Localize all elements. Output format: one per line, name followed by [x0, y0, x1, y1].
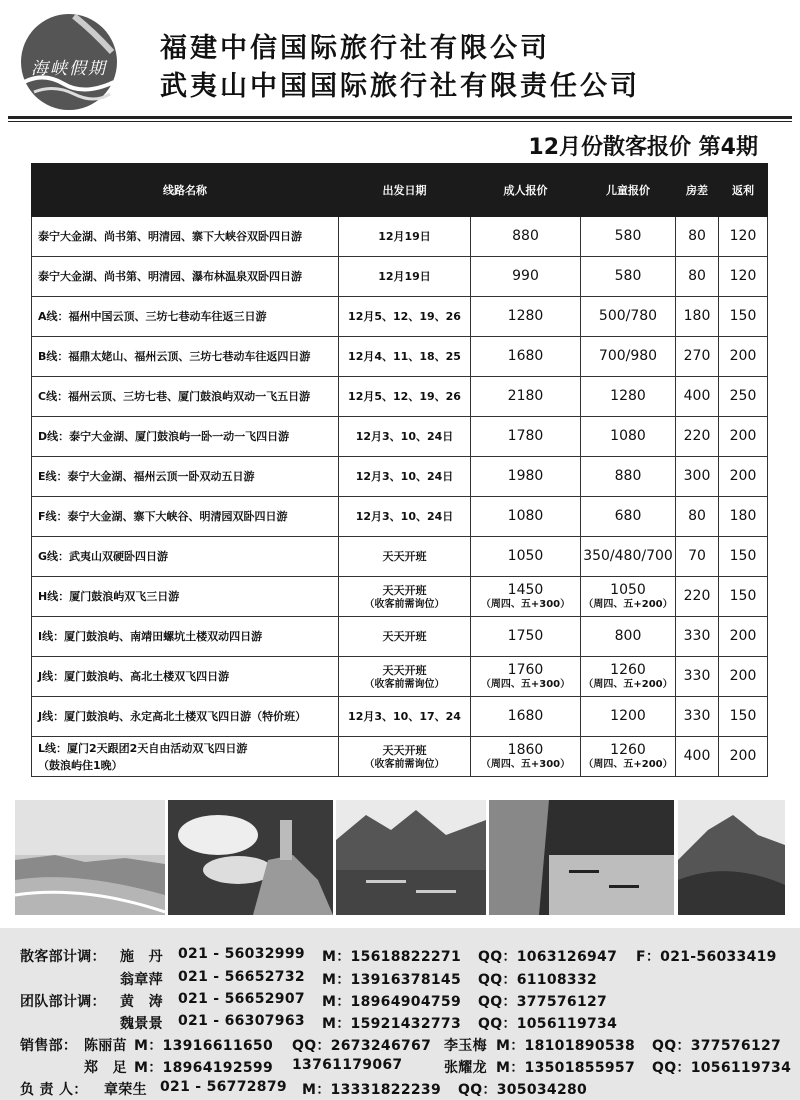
- contact-name: 张耀龙: [444, 1060, 487, 1076]
- departure-date-cell: [339, 657, 471, 697]
- room-diff-cell: [676, 337, 719, 377]
- room-diff-cell-text: 330: [683, 668, 711, 684]
- contact-qq: QQ：1056119734: [478, 1016, 618, 1032]
- mountain-photo: [678, 800, 785, 915]
- contact-name: 魏景景: [120, 1016, 163, 1032]
- rebate-cell: [719, 737, 768, 777]
- route-name-cell-text: （鼓浪屿住1晚）: [38, 758, 123, 772]
- route-name-cell-text: I线：厦门鼓浪屿、南靖田螺坑土楼双动四日游: [38, 630, 263, 643]
- river-rafting-photo: [336, 800, 486, 915]
- contact-label-manager: 负 责 人：: [20, 1082, 88, 1098]
- room-diff-cell: [676, 377, 719, 417]
- rebate-cell: [719, 257, 768, 297]
- route-name-cell: [32, 257, 339, 297]
- contact-name: 陈丽苗: [84, 1038, 127, 1054]
- departure-date-cell: [339, 457, 471, 497]
- route-name-cell: [32, 697, 339, 737]
- departure-date-cell-text: 12月5、12、19、26: [348, 390, 461, 403]
- contact-fax: F：021-56033419: [636, 949, 777, 965]
- rebate-cell-text: 120: [729, 268, 757, 284]
- rock-statue-photo: [168, 800, 333, 915]
- adult-price-cell: [471, 417, 581, 457]
- adult-price-cell: [471, 257, 581, 297]
- child-price-cell: [581, 697, 676, 737]
- child-price-cell: [581, 577, 676, 617]
- room-diff-cell: [676, 217, 719, 257]
- departure-date-cell: [339, 337, 471, 377]
- contact-tel: 021 - 66307963: [178, 1013, 305, 1029]
- rebate-cell: [719, 217, 768, 257]
- adult-price-cell-text: 1780: [507, 428, 544, 444]
- child-price-cell-text: 580: [614, 268, 642, 284]
- child-price-cell: [581, 537, 676, 577]
- departure-date-cell-text: 12月4、11、18、25: [348, 350, 461, 363]
- contact-mobile: M：18101890538: [496, 1038, 635, 1054]
- table-row: [32, 497, 768, 537]
- contact-mobile-extra: 13761179067: [292, 1057, 403, 1073]
- child-price-cell-text: 580: [614, 228, 642, 244]
- route-name-cell-text: J线：厦门鼓浪屿、高北土楼双飞四日游: [38, 670, 230, 683]
- departure-date-cell-text: 12月3、10、24日: [355, 510, 454, 523]
- contact-qq: QQ：305034280: [458, 1082, 588, 1098]
- company-name-fujian: 福建中信国际旅行社有限公司: [160, 33, 550, 64]
- child-price-cell-text: （周四、五+200）: [583, 599, 673, 610]
- adult-price-cell: [471, 737, 581, 777]
- route-name-cell: [32, 377, 339, 417]
- contact-qq: QQ：2673246767: [292, 1038, 432, 1054]
- bamboo-raft-photo: [489, 800, 674, 915]
- room-diff-cell-text: 330: [683, 628, 711, 644]
- departure-date-cell: [339, 737, 471, 777]
- room-diff-cell-text: 330: [683, 708, 711, 724]
- route-name-cell-text: C线：福州云顶、三坊七巷、厦门鼓浪屿双动一飞五日游: [38, 390, 311, 403]
- rebate-cell: [719, 377, 768, 417]
- table-row: [32, 697, 768, 737]
- contact-mobile: M：18964904759: [322, 994, 461, 1010]
- room-diff-cell: [676, 617, 719, 657]
- room-diff-cell-text: 400: [683, 388, 711, 404]
- child-price-cell-text: 680: [614, 508, 642, 524]
- adult-price-cell: [471, 457, 581, 497]
- child-price-cell: [581, 217, 676, 257]
- room-diff-cell-text: 300: [683, 468, 711, 484]
- route-name-cell: [32, 537, 339, 577]
- child-price-cell-text: 1280: [610, 388, 646, 404]
- adult-price-cell: [471, 617, 581, 657]
- departure-date-cell-text: 天天开班: [382, 664, 427, 677]
- room-diff-cell-text: 400: [683, 748, 711, 764]
- rebate-cell-text: 150: [729, 308, 757, 324]
- rebate-cell: [719, 617, 768, 657]
- adult-price-cell: [471, 497, 581, 537]
- adult-price-cell: [471, 297, 581, 337]
- rebate-cell: [719, 697, 768, 737]
- col-date: 出发日期: [339, 164, 471, 217]
- departure-date-cell: [339, 537, 471, 577]
- price-period-title: 12月份散客报价 第4期: [528, 135, 758, 160]
- table-row: [32, 737, 768, 777]
- rebate-cell: [719, 297, 768, 337]
- route-name-cell-text: F线：泰宁大金湖、寨下大峡谷、明清园双卧四日游: [38, 510, 288, 523]
- departure-date-cell: [339, 617, 471, 657]
- route-name-cell-text: L线：厦门2天跟团2天自由活动双飞四日游: [38, 741, 248, 755]
- child-price-cell-text: 800: [614, 628, 642, 644]
- table-row: [32, 297, 768, 337]
- adult-price-cell: [471, 337, 581, 377]
- contact-mobile: M：18964192599: [134, 1060, 273, 1076]
- table-row: [32, 257, 768, 297]
- table-row: [32, 337, 768, 377]
- rebate-cell-text: 200: [729, 348, 757, 364]
- child-price-cell: [581, 657, 676, 697]
- adult-price-cell-text: 990: [512, 268, 539, 284]
- route-name-cell-text: D线：泰宁大金湖、厦门鼓浪屿一卧一动一飞四日游: [38, 430, 290, 443]
- rebate-cell: [719, 497, 768, 537]
- table-row: [32, 657, 768, 697]
- rebate-cell: [719, 657, 768, 697]
- room-diff-cell: [676, 697, 719, 737]
- child-price-cell-text: （周四、五+200）: [583, 759, 673, 770]
- departure-date-cell-text: 天天开班: [382, 744, 427, 757]
- departure-date-cell-text: 12月19日: [378, 230, 431, 243]
- route-name-cell: [32, 217, 339, 257]
- route-name-cell-text: J线：厦门鼓浪屿、永定高北土楼双飞四日游（特价班）: [38, 710, 307, 723]
- departure-date-cell-text: （收客前需询位）: [364, 679, 445, 690]
- room-diff-cell: [676, 577, 719, 617]
- departure-date-cell: [339, 497, 471, 537]
- contact-mobile: M：15921432773: [322, 1016, 461, 1032]
- route-name-cell-text: 泰宁大金湖、尚书第、明清园、瀑布林温泉双卧四日游: [38, 270, 302, 283]
- room-diff-cell: [676, 257, 719, 297]
- adult-price-cell-text: 1080: [507, 508, 544, 524]
- room-diff-cell-text: 270: [683, 348, 711, 364]
- rebate-cell-text: 150: [729, 588, 757, 604]
- contact-name: 郑 足: [84, 1060, 127, 1076]
- rebate-cell-text: 150: [729, 708, 757, 724]
- child-price-cell: [581, 497, 676, 537]
- child-price-cell: [581, 337, 676, 377]
- rebate-cell-text: 200: [729, 748, 757, 764]
- route-name-cell-text: B线：福鼎太姥山、福州云顶、三坊七巷动车往返四日游: [38, 350, 311, 363]
- room-diff-cell-text: 180: [683, 308, 711, 324]
- contact-name: 李玉梅: [444, 1038, 487, 1054]
- rebate-cell-text: 150: [729, 548, 757, 564]
- route-name-cell: [32, 457, 339, 497]
- contact-mobile: M：13331822239: [302, 1082, 441, 1098]
- adult-price-cell-text: 1280: [507, 308, 544, 324]
- child-price-cell-text: 1200: [610, 708, 646, 724]
- child-price-cell-text: 350/480/700: [583, 548, 673, 564]
- adult-price-cell-text: （周四、五+300）: [480, 759, 571, 770]
- departure-date-cell: [339, 577, 471, 617]
- route-name-cell: [32, 497, 339, 537]
- rebate-cell: [719, 577, 768, 617]
- adult-price-cell-text: 1680: [507, 708, 544, 724]
- departure-date-cell-text: 天天开班: [382, 630, 427, 643]
- contact-name: 章荣生: [104, 1082, 147, 1098]
- child-price-cell-text: 1260: [610, 662, 646, 678]
- beach-photo: [15, 800, 165, 915]
- col-child: 儿童报价: [581, 164, 676, 217]
- photo-strip: [15, 800, 785, 915]
- room-diff-cell-text: 80: [688, 508, 706, 524]
- route-name-cell: [32, 617, 339, 657]
- room-diff-cell: [676, 497, 719, 537]
- child-price-cell-text: 880: [614, 468, 642, 484]
- route-name-cell-text: E线：泰宁大金湖、福州云顶一卧双动五日游: [38, 470, 255, 483]
- adult-price-cell-text: 880: [512, 228, 539, 244]
- route-name-cell: [32, 737, 339, 777]
- rebate-cell: [719, 457, 768, 497]
- rebate-cell-text: 180: [729, 508, 757, 524]
- contact-tel: 021 - 56652907: [178, 991, 305, 1007]
- room-diff-cell: [676, 537, 719, 577]
- col-room: 房差: [676, 164, 719, 217]
- child-price-cell-text: 1260: [610, 742, 646, 758]
- table-row: [32, 377, 768, 417]
- contact-name: 施 丹: [120, 949, 163, 965]
- contact-name: 黄 涛: [120, 994, 163, 1010]
- route-name-cell: [32, 657, 339, 697]
- departure-date-cell: [339, 257, 471, 297]
- child-price-cell-text: 1080: [610, 428, 646, 444]
- company-name-wuyishan: 武夷山中国国际旅行社有限责任公司: [160, 71, 640, 102]
- table-row: [32, 537, 768, 577]
- contact-label-individual: 散客部计调：: [20, 949, 106, 965]
- departure-date-cell: [339, 697, 471, 737]
- logo-text: 海峡假期: [31, 59, 107, 79]
- adult-price-cell-text: （周四、五+300）: [480, 679, 571, 690]
- adult-price-cell-text: 1980: [507, 468, 544, 484]
- adult-price-cell-text: 1860: [507, 742, 544, 758]
- room-diff-cell-text: 70: [688, 548, 706, 564]
- room-diff-cell: [676, 657, 719, 697]
- company-logo: [14, 12, 124, 112]
- route-name-cell: [32, 297, 339, 337]
- child-price-cell-text: （周四、五+200）: [583, 679, 673, 690]
- contact-mobile: M：13916611650: [134, 1038, 273, 1054]
- contact-mobile: M：15618822271: [322, 949, 461, 965]
- table-row: [32, 577, 768, 617]
- child-price-cell-text: 700/980: [598, 348, 658, 364]
- col-rebate: 返利: [719, 164, 768, 217]
- contact-section: [0, 928, 800, 1100]
- contact-mobile: M：13501855957: [496, 1060, 635, 1076]
- adult-price-cell: [471, 657, 581, 697]
- table-header: [32, 164, 768, 217]
- rebate-cell: [719, 537, 768, 577]
- room-diff-cell-text: 220: [683, 588, 711, 604]
- route-name-cell: [32, 337, 339, 377]
- departure-date-cell-text: 天天开班: [382, 584, 427, 597]
- adult-price-cell: [471, 217, 581, 257]
- route-name-cell-text: G线：武夷山双硬卧四日游: [38, 550, 169, 563]
- departure-date-cell-text: 天天开班: [382, 550, 427, 563]
- child-price-cell: [581, 617, 676, 657]
- adult-price-cell-text: （周四、五+300）: [480, 599, 571, 610]
- room-diff-cell: [676, 457, 719, 497]
- child-price-cell-text: 500/780: [598, 308, 658, 324]
- contact-qq: QQ：1063126947: [478, 949, 618, 965]
- adult-price-cell-text: 1750: [507, 628, 544, 644]
- child-price-cell: [581, 737, 676, 777]
- rebate-cell-text: 120: [729, 228, 757, 244]
- rebate-cell-text: 250: [729, 388, 757, 404]
- contact-qq: QQ：61108332: [478, 972, 598, 988]
- header-divider: [8, 116, 792, 119]
- route-name-cell-text: H线：厦门鼓浪屿双飞三日游: [38, 590, 180, 603]
- route-name-cell-text: 泰宁大金湖、尚书第、明清园、寨下大峡谷双卧四日游: [38, 230, 302, 243]
- departure-date-cell: [339, 417, 471, 457]
- adult-price-cell-text: 1760: [507, 662, 544, 678]
- rebate-cell-text: 200: [729, 428, 757, 444]
- adult-price-cell-text: 2180: [507, 388, 544, 404]
- departure-date-cell: [339, 297, 471, 337]
- table-row: [32, 417, 768, 457]
- room-diff-cell-text: 220: [683, 428, 711, 444]
- contact-qq: QQ：1056119734: [652, 1060, 792, 1076]
- departure-date-cell-text: （收客前需询位）: [364, 759, 445, 770]
- contact-label-sales: 销售部：: [20, 1038, 78, 1054]
- header-divider-thin: [8, 121, 792, 122]
- rebate-cell: [719, 337, 768, 377]
- departure-date-cell-text: （收客前需询位）: [364, 599, 445, 610]
- adult-price-cell: [471, 697, 581, 737]
- adult-price-cell-text: 1450: [507, 582, 544, 598]
- rebate-cell-text: 200: [729, 628, 757, 644]
- adult-price-cell: [471, 377, 581, 417]
- contact-tel: 021 - 56772879: [160, 1079, 287, 1095]
- room-diff-cell: [676, 417, 719, 457]
- child-price-cell-text: 1050: [610, 582, 646, 598]
- contact-label-group: 团队部计调：: [20, 994, 106, 1010]
- room-diff-cell-text: 80: [688, 228, 706, 244]
- contact-tel: 021 - 56652732: [178, 969, 305, 985]
- room-diff-cell: [676, 297, 719, 337]
- contact-mobile: M：13916378145: [322, 972, 461, 988]
- route-name-cell: [32, 577, 339, 617]
- contact-tel: 021 - 56032999: [178, 946, 305, 962]
- child-price-cell: [581, 257, 676, 297]
- child-price-cell: [581, 377, 676, 417]
- contact-qq: QQ：377576127: [478, 994, 608, 1010]
- departure-date-cell-text: 12月5、12、19、26: [348, 310, 461, 323]
- price-table: [31, 163, 768, 777]
- table-row: [32, 217, 768, 257]
- rebate-cell-text: 200: [729, 468, 757, 484]
- departure-date-cell-text: 12月3、10、24日: [355, 470, 454, 483]
- adult-price-cell: [471, 577, 581, 617]
- adult-price-cell: [471, 537, 581, 577]
- col-route: 线路名称: [32, 164, 339, 217]
- route-name-cell-text: A线：福州中国云顶、三坊七巷动车往返三日游: [38, 310, 267, 323]
- departure-date-cell-text: 12月3、10、17、24: [348, 710, 461, 723]
- child-price-cell: [581, 457, 676, 497]
- departure-date-cell: [339, 217, 471, 257]
- rebate-cell: [719, 417, 768, 457]
- col-adult: 成人报价: [471, 164, 581, 217]
- room-diff-cell-text: 80: [688, 268, 706, 284]
- contact-qq: QQ：377576127: [652, 1038, 782, 1054]
- departure-date-cell-text: 12月19日: [378, 270, 431, 283]
- adult-price-cell-text: 1680: [507, 348, 544, 364]
- room-diff-cell: [676, 737, 719, 777]
- table-row: [32, 457, 768, 497]
- child-price-cell: [581, 417, 676, 457]
- departure-date-cell: [339, 377, 471, 417]
- table-row: [32, 617, 768, 657]
- contact-name: 翁章萍: [120, 972, 163, 988]
- adult-price-cell-text: 1050: [507, 548, 544, 564]
- rebate-cell-text: 200: [729, 668, 757, 684]
- route-name-cell: [32, 417, 339, 457]
- child-price-cell: [581, 297, 676, 337]
- departure-date-cell-text: 12月3、10、24日: [355, 430, 454, 443]
